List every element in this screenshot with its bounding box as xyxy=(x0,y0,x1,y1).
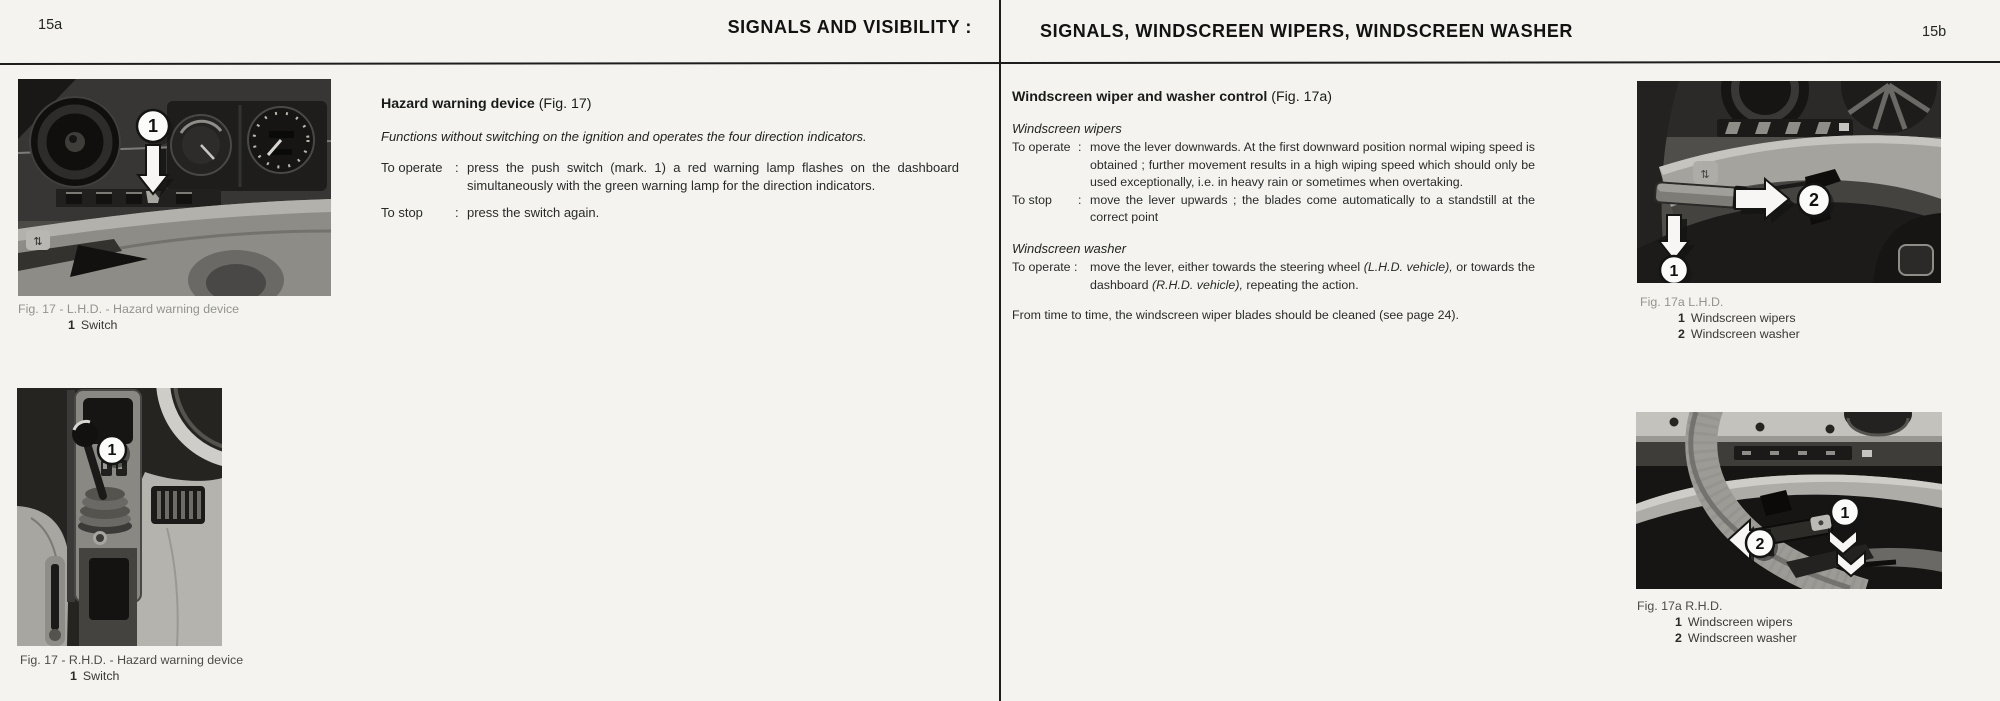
article-wiper-washer xyxy=(1012,89,1535,325)
instruction-separator xyxy=(1078,259,1090,294)
instruction-text: move the lever, either towards the steering wheel (L.H.D. vehicle), or towards the dashboard (R.H.D. vehicle), repeating the action. xyxy=(1090,260,1535,292)
figure-photo-lhd-wiper-lever xyxy=(1637,81,1941,283)
svg-text:2: 2 xyxy=(1808,190,1820,210)
page-number-left: 15a xyxy=(38,17,63,33)
instruction-row xyxy=(1012,259,1535,294)
page-header-right: SIGNALS, WINDSCREEN WIPERS, WINDSCREEN WASHER xyxy=(1040,21,1574,41)
svg-text:2: 2 xyxy=(1755,536,1765,553)
article-hazard-warning xyxy=(381,95,959,222)
svg-text:1: 1 xyxy=(1669,263,1679,280)
svg-text:⇅: ⇅ xyxy=(1700,169,1710,181)
svg-text:⇅: ⇅ xyxy=(33,236,43,248)
instruction-separator: : xyxy=(1078,140,1082,154)
section-title-figref: (Fig. 17) xyxy=(538,96,592,112)
figure-legend-item: 2 Windscreen washer xyxy=(1675,631,1797,645)
figure-photo-rhd-wiper-lever xyxy=(1636,412,1942,589)
svg-text:1: 1 xyxy=(107,442,117,459)
page-divider xyxy=(999,0,1001,701)
figure-caption: Fig. 17 - R.H.D. - Hazard warning device xyxy=(20,653,244,667)
figure-legend-item: 1 Windscreen wipers xyxy=(1675,615,1793,629)
section-title-text: Windscreen wiper and washer control xyxy=(1012,89,1268,105)
subsection-title: Windscreen wipers xyxy=(1012,120,1122,136)
instruction-label: To operate xyxy=(1012,140,1071,154)
instruction-separator: : xyxy=(455,205,459,220)
instruction-row xyxy=(381,204,959,222)
figure-caption: Fig. 17a R.H.D. xyxy=(1637,599,1723,613)
instruction-row xyxy=(1012,139,1535,192)
instruction-label: To operate xyxy=(381,160,443,175)
instruction-row xyxy=(1012,192,1535,227)
hazard-sticker-icon xyxy=(26,230,50,250)
section-title-text: Hazard warning device xyxy=(381,96,535,112)
instruction-text: move the lever upwards ; the blades come automatically to a standstill at the correct point xyxy=(1090,192,1535,224)
instruction-row xyxy=(381,159,959,195)
figure-legend-item: 1 Switch xyxy=(70,669,120,683)
figure-caption-block xyxy=(20,652,243,684)
footnote: From time to time, the windscreen wiper blades should be cleaned (see page 24). xyxy=(1012,308,1459,322)
instruction-label: To stop xyxy=(1012,192,1052,207)
instruction-label: To operate : xyxy=(1012,260,1078,274)
section-title xyxy=(1012,89,1535,107)
svg-text:1: 1 xyxy=(1840,505,1850,522)
figure-legend-item: 1 Switch xyxy=(68,318,118,332)
section-intro: Functions without switching on the ignition and operates the four direction indicators. xyxy=(381,129,867,144)
page-number-right: 15b xyxy=(1922,24,1947,40)
figure-caption: Fig. 17 - L.H.D. - Hazard warning device xyxy=(18,302,240,316)
section-title-figref: (Fig. 17a) xyxy=(1271,89,1332,105)
figure-caption-block xyxy=(1640,294,1800,342)
section-title xyxy=(381,95,959,113)
figure-caption-block xyxy=(1637,598,1797,646)
figure-legend-item: 2 Windscreen washer xyxy=(1678,327,1800,341)
instruction-text: press the switch again. xyxy=(467,205,600,220)
figure-photo-rhd-hazard-switch xyxy=(17,388,222,646)
instruction-text: move the lever downwards. At the first downward position normal wiping speed is obtained ; further movement results in a high wiping speed which should only be used exceptionally, i.e. in heavy rain or sometimes when overtaking. xyxy=(1090,140,1535,189)
figure-caption: Fig. 17a L.H.D. xyxy=(1640,295,1724,309)
subsection-title: Windscreen washer xyxy=(1012,240,1127,256)
page-header-left: SIGNALS AND VISIBILITY : xyxy=(727,17,972,37)
figure-legend-item: 1 Windscreen wipers xyxy=(1678,311,1796,325)
instruction-separator: : xyxy=(1078,192,1082,207)
figure-caption-block xyxy=(18,301,239,333)
instruction-text: press the push switch (mark. 1) a red warning lamp flashes on the dashboard simultaneously with the green warning lamp for the direction indicators. xyxy=(467,160,959,193)
figure-photo-lhd-hazard-switch xyxy=(18,79,331,296)
instruction-label: To stop xyxy=(381,205,423,220)
instruction-separator: : xyxy=(455,160,459,175)
svg-text:1: 1 xyxy=(147,116,159,136)
